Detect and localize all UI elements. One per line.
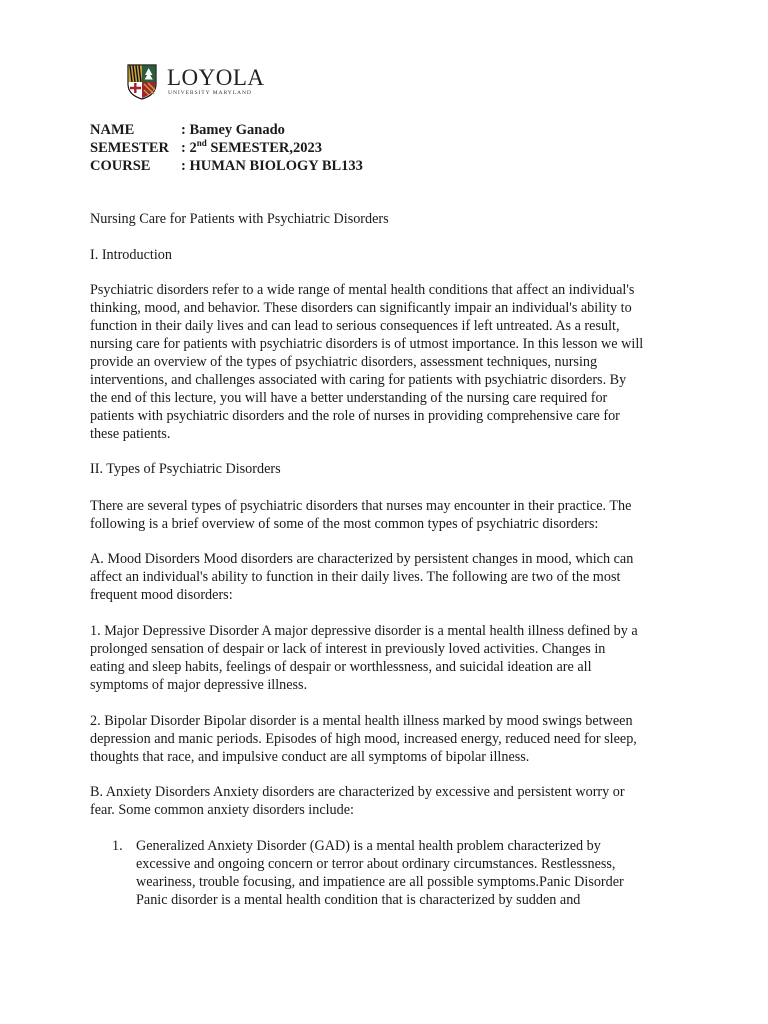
info-label: SEMESTER [90, 140, 169, 156]
text-line: prolonged sensation of despair or lack of interest in previously loved activities. Changes in [90, 641, 606, 657]
paragraph-introduction [90, 281, 690, 443]
text-line: eating and sleep habits, feelings of despair or worthlessness, and suicidal ideation are all [90, 659, 592, 675]
paragraph-major-depressive [90, 622, 690, 694]
text-line: these patients. [90, 426, 171, 442]
text-line: weariness, trouble focusing, and impatience are all possible symptoms.Panic Disorder [136, 874, 624, 890]
section-heading-types: II. Types of Psychiatric Disorders [90, 461, 281, 477]
text-line: excessive and ongoing concern or terror about ordinary circumstances. Restlessness, [136, 856, 616, 872]
section-heading-introduction: I. Introduction [90, 247, 172, 263]
text-line: There are several types of psychiatric disorders that nurses may encounter in their practice. The [90, 498, 632, 514]
logo-wordmark: LOYOLA [167, 65, 265, 90]
info-value: : Bamey Ganado [181, 122, 285, 138]
university-logo [127, 64, 265, 100]
info-row-semester [90, 139, 363, 157]
text-line: affect an individual's ability to function in their daily lives. The following are two of the most [90, 569, 621, 585]
text-line: provide an overview of the types of psychiatric disorders, assessment techniques, nursing [90, 354, 598, 370]
info-row-name [90, 121, 363, 139]
text-line: Psychiatric disorders refer to a wide range of mental health conditions that affect an individual's [90, 282, 635, 298]
text-line: frequent mood disorders: [90, 587, 233, 603]
paragraph-bipolar [90, 712, 690, 766]
info-label: COURSE [90, 158, 151, 174]
text-line: 1. Major Depressive Disorder A major depressive disorder is a mental health illness defined by a [90, 623, 638, 639]
text-line: the end of this lecture, you will have a better understanding of the nursing care required for [90, 390, 608, 406]
paragraph-anxiety-disorders [90, 783, 690, 819]
text-line: symptoms of major depressive illness. [90, 677, 308, 693]
text-line: thinking, mood, and behavior. These disorders can significantly impair an individual's ability to [90, 300, 632, 316]
ordinal-suffix: nd [196, 138, 207, 149]
info-label: NAME [90, 122, 135, 138]
info-row-course [90, 157, 363, 175]
info-value: : 2nd SEMESTER,2023 [181, 138, 322, 156]
list-item-text [136, 837, 624, 909]
text-line: fear. Some common anxiety disorders include: [90, 802, 354, 818]
text-line: A. Mood Disorders Mood disorders are characterized by persistent changes in mood, which can [90, 551, 634, 567]
text-line: patients with psychiatric disorders and the role of nurses in providing comprehensive care for [90, 408, 620, 424]
student-info [90, 121, 363, 175]
text-line: function in their daily lives and can lead to serious consequences if left untreated. As a result, [90, 318, 620, 334]
document-title: Nursing Care for Patients with Psychiatric Disorders [90, 211, 389, 227]
text-line: thoughts that race, and impulsive conduct are all symptoms of bipolar illness. [90, 749, 530, 765]
text-line: following is a brief overview of some of the most common types of psychiatric disorders: [90, 516, 599, 532]
paragraph-mood-disorders [90, 550, 690, 604]
text-line: depression and manic periods. Episodes of high mood, increased energy, reduced need for sleep, [90, 731, 637, 747]
shield-crest-icon [127, 64, 157, 100]
paragraph-types [90, 497, 690, 533]
text-line: Panic disorder is a mental health condition that is characterized by sudden and [136, 892, 581, 908]
text-line: nursing care for patients with psychiatric disorders is of utmost importance. In this lesson we will [90, 336, 644, 352]
list-number: 1. [112, 838, 123, 854]
text-line: Generalized Anxiety Disorder (GAD) is a mental health problem characterized by [136, 838, 601, 854]
text-line: interventions, and challenges associated with caring for patients with psychiatric disorders. By [90, 372, 627, 388]
text-line: B. Anxiety Disorders Anxiety disorders are characterized by excessive and persistent worry or [90, 784, 625, 800]
text-line: 2. Bipolar Disorder Bipolar disorder is a mental health illness marked by mood swings between [90, 713, 633, 729]
info-value: : HUMAN BIOLOGY BL133 [181, 158, 363, 174]
logo-subtitle: UNIVERSITY MARYLAND [168, 90, 252, 96]
